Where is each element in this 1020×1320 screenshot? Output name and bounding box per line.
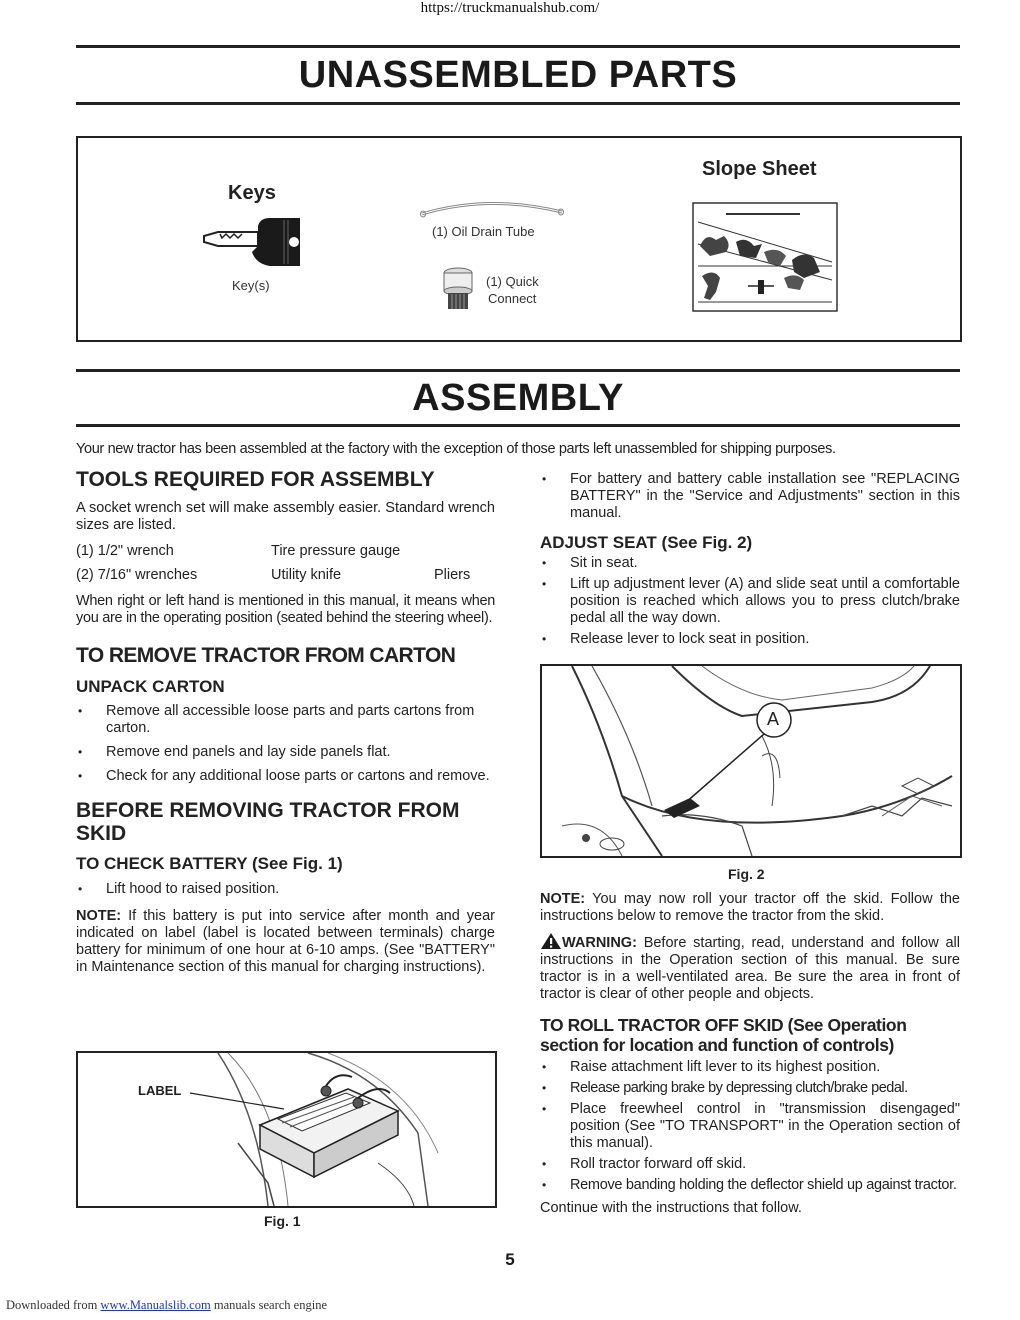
footer-prefix: Downloaded from <box>6 1298 101 1312</box>
download-footer <box>6 1298 327 1313</box>
warning-label: WARNING: <box>562 935 637 951</box>
roll-item-5: • Remove banding holding the deflector shield up against tractor. <box>540 1177 960 1194</box>
battery-illustration <box>78 1053 495 1206</box>
tool-pressure-gauge: Tire pressure gauge <box>271 543 401 559</box>
battery-note <box>76 908 495 976</box>
tool-utility-knife: Utility knife <box>271 567 342 583</box>
left-column <box>76 468 495 534</box>
skid-note-label: NOTE: <box>540 891 586 907</box>
fig1-label-callout: LABEL <box>138 1083 182 1098</box>
source-url[interactable]: https://truckmanualshub.com/ <box>420 0 600 16</box>
roll-item-2: • Release parking brake by depressing clutch/brake pedal. <box>540 1080 960 1097</box>
hand-text: When right or left hand is mentioned in this manual, it means when you are in the operating position (seated behind the steering wheel). <box>76 593 495 626</box>
before-removing-heading: BEFORE REMOVING TRACTOR FROM SKID <box>76 799 460 845</box>
unassembled-parts-box <box>76 136 962 342</box>
keys-title: Keys <box>228 182 276 204</box>
warning-paragraph <box>540 932 960 1003</box>
roll-item-3: • Place freewheel control in "transmission disengaged" position (See "TO TRANSPORT" in the Operation section of this manual). <box>540 1101 960 1152</box>
battery-item-1: • Lift hood to raised position. <box>76 881 495 898</box>
right-column-top <box>540 471 960 648</box>
battery-install-item: • For battery and battery cable installation see "REPLACING BATTERY" in the "Service and Adjustments" section in this manual. <box>540 471 960 522</box>
warning-text: Before starting, read, understand and follow all instructions in the Operation section of this manual. Be sure tractor is in a well-ventilated area. Be sure the area in front of tractor is clear of other people and objects. <box>540 935 960 1002</box>
manualslib-link[interactable]: www.Manualslib.com <box>100 1298 211 1312</box>
skid-note-text: You may now roll your tractor off the skid. Follow the instructions below to remove the tractor from the skid. <box>540 891 960 924</box>
tool-wrench-half: (1) 1/2" wrench <box>76 543 174 559</box>
quick-connect-icon <box>440 266 476 312</box>
key-icon <box>200 214 310 274</box>
tool-wrenches-716: (2) 7/16" wrenches <box>76 567 198 583</box>
seat-item-1: • Sit in seat. <box>540 555 960 572</box>
footer-suffix: manuals search engine <box>210 1298 327 1312</box>
unpack-item-1: • Remove all accessible loose parts and parts cartons from carton. <box>76 703 495 737</box>
quick-connect-caption-line1: (1) Quick <box>486 274 539 289</box>
oil-drain-tube-caption: (1) Oil Drain Tube <box>432 224 535 239</box>
unpack-item-2: • Remove end panels and lay side panels flat. <box>76 744 495 761</box>
figure-2 <box>540 664 962 858</box>
seat-item-3: • Release lever to lock seat in position. <box>540 631 960 648</box>
fig2-letter-a: A <box>767 709 780 729</box>
battery-note-text: If this battery is put into service after month and year indicated on label (label is located between terminals) charge battery for minimum of one hour at 6-10 amps. (See "BATTERY" in Maintenance section of this manual for charging instructions). <box>76 908 495 975</box>
battery-note-label: NOTE: <box>76 908 122 924</box>
warning-triangle-icon <box>540 932 562 950</box>
unassembled-parts-title: UNASSEMBLED PARTS <box>298 54 738 96</box>
tools-text: A socket wrench set will make assembly easier. Standard wrench sizes are listed. <box>76 500 495 533</box>
seat-illustration <box>542 666 960 856</box>
oil-drain-tube-icon <box>418 198 568 222</box>
check-battery-heading: TO CHECK BATTERY (See Fig. 1) <box>76 854 343 873</box>
roll-item-4: • Roll tractor forward off skid. <box>540 1156 960 1173</box>
keys-caption: Key(s) <box>232 278 270 293</box>
page-number: 5 <box>505 1250 515 1269</box>
tool-pliers: Pliers <box>434 567 471 583</box>
fig2-caption: Fig. 2 <box>728 866 765 882</box>
roll-tractor-heading: TO ROLL TRACTOR OFF SKID (See Operation section for location and function of controls) <box>540 1015 907 1055</box>
continue-text: Continue with the instructions that follow. <box>540 1200 802 1216</box>
title-rule-bottom <box>76 102 960 105</box>
unpack-item-3: • Check for any additional loose parts or cartons and remove. <box>76 768 495 785</box>
skid-note <box>540 891 960 925</box>
quick-connect-caption-line2: Connect <box>488 291 537 306</box>
adjust-seat-heading: ADJUST SEAT (See Fig. 2) <box>540 533 753 552</box>
roll-item-1: • Raise attachment lift lever to its highest position. <box>540 1059 960 1076</box>
remove-carton-heading: TO REMOVE TRACTOR FROM CARTON <box>76 644 456 667</box>
right-column-bottom <box>540 891 960 1217</box>
left-column-body <box>76 593 495 976</box>
assembly-rule-top <box>76 369 960 372</box>
figure-1 <box>76 1051 497 1208</box>
assembly-intro: Your new tractor has been assembled at the factory with the exception of those parts left unassembled for shipping purposes. <box>76 441 836 457</box>
assembly-rule-bottom <box>76 424 960 427</box>
fig1-caption: Fig. 1 <box>264 1213 301 1229</box>
assembly-title: ASSEMBLY <box>412 377 624 419</box>
title-rule-top <box>76 45 960 48</box>
tools-heading: TOOLS REQUIRED FOR ASSEMBLY <box>76 468 435 491</box>
slope-sheet-icon <box>692 202 838 312</box>
seat-item-2: • Lift up adjustment lever (A) and slide seat until a comfortable position is reached which allows you to press clutch/brake pedal all the way down. <box>540 576 960 627</box>
unpack-carton-heading: UNPACK CARTON <box>76 677 225 696</box>
slope-sheet-title: Slope Sheet <box>702 158 817 180</box>
